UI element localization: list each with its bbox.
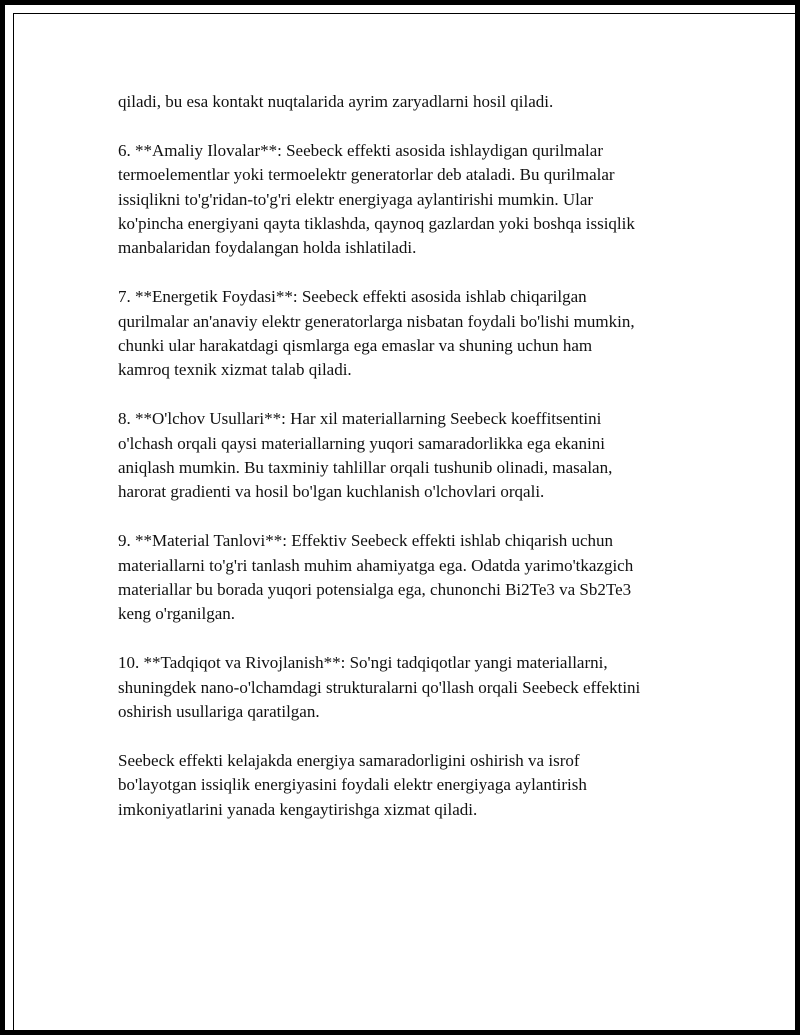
text-line: bo'layotgan issiqlik energiyasini foydali elektr energiyaga aylantirish: [118, 775, 587, 795]
text-line: qiladi, bu esa kontakt nuqtalarida ayrim zaryadlarni hosil qiladi.: [118, 92, 554, 111]
text-line: 6. **Amaliy Ilovalar**: Seebeck effekti asosida ishlaydigan qurilmalar: [118, 140, 603, 160]
paragraph-tadqiqot-va-rivojlanish: [118, 651, 718, 724]
text-line: keng o'rganilgan.: [118, 604, 235, 624]
text-line: issiqlikni to'g'ridan-to'g'ri elektr energiyaga aylantirishi mumkin. Ular: [118, 189, 594, 209]
paragraph-energetik-foydasi: [118, 285, 718, 383]
text-line: ko'pincha energiyani qayta tiklashda, qaynoq gazlardan yoki boshqa issiqlik: [118, 214, 635, 234]
text-line: 8. **O'lchov Usullari**: Har xil materiallarning Seebeck koeffitsentini: [118, 409, 602, 429]
text-line: kamroq texnik xizmat talab qiladi.: [118, 360, 352, 380]
text-line: oshirish usullariga qaratilgan.: [118, 702, 320, 722]
paragraph-conclusion: [118, 749, 718, 822]
text-line: 10. **Tadqiqot va Rivojlanish**: So'ngi tadqiqotlar yangi materiallarni,: [118, 653, 608, 673]
text-line: imkoniyatlarini yanada kengaytirishga xizmat qiladi.: [118, 799, 478, 819]
text-line: qurilmalar an'anaviy elektr generatorlarga nisbatan foydali bo'lishi mumkin,: [118, 311, 635, 331]
text-line: harorat gradienti va hosil bo'lgan kuchlanish o'lchovlari orqali.: [118, 482, 545, 502]
text-line: aniqlash mumkin. Bu taxminiy tahlillar orqali tushunib olinadi, masalan,: [118, 458, 613, 478]
text-line: 9. **Material Tanlovi**: Effektiv Seebeck effekti ishlab chiqarish uchun: [118, 531, 613, 551]
document-body: [118, 90, 718, 846]
paragraph-amaliy-ilovalar: [118, 139, 718, 261]
text-line: Seebeck effekti kelajakda energiya samaradorligini oshirish va isrof: [118, 750, 580, 770]
text-line: termoelementlar yoki termoelektr generatorlar deb ataladi. Bu qurilmalar: [118, 165, 615, 185]
text-line: materiallarni to'g'ri tanlash muhim ahamiyatga ega. Odatda yarimo'tkazgich: [118, 555, 634, 575]
paragraph-olchov-usullari: [118, 407, 718, 505]
text-line: materiallar bu borada yuqori potensialga ega, chunonchi Bi2Te3 va Sb2Te3: [118, 580, 632, 600]
text-line: shuningdek nano-o'lchamdagi strukturalarni qo'llash orqali Seebeck effektini: [118, 677, 641, 697]
paragraph-material-tanlovi: [118, 529, 718, 627]
text-line: manbalaridan foydalangan holda ishlatiladi.: [118, 238, 417, 258]
text-line: 7. **Energetik Foydasi**: Seebeck effekti asosida ishlab chiqarilgan: [118, 287, 587, 307]
paragraph-continuation: [118, 90, 718, 114]
text-line: chunki ular harakatdagi qismlarga ega emaslar va shuning uchun ham: [118, 336, 593, 356]
text-line: o'lchash orqali qaysi materiallarning yuqori samaradorlikka ega ekanini: [118, 433, 605, 453]
